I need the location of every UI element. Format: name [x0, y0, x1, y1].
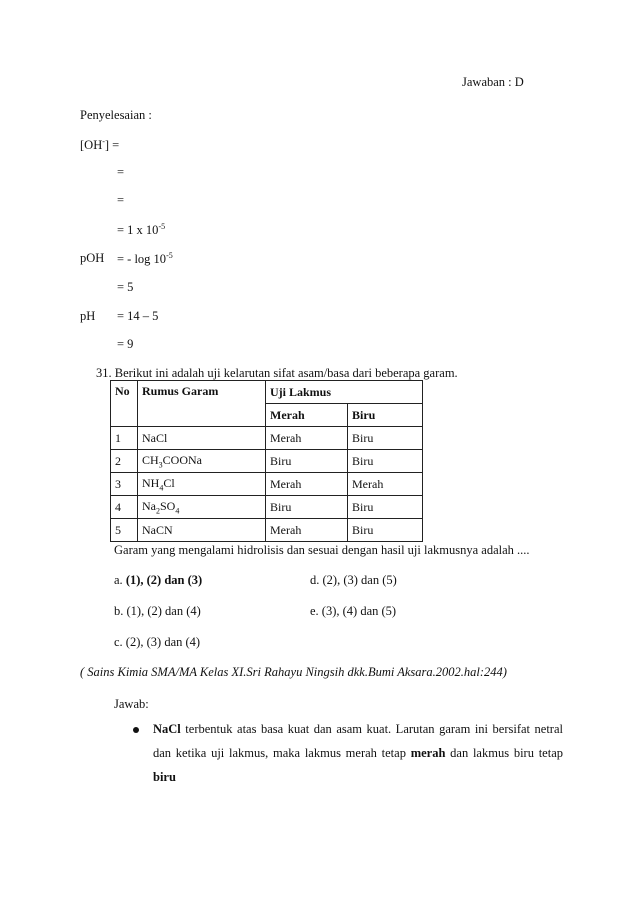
cell-biru: Biru — [348, 496, 423, 519]
question-text: 31. Berikut ini adalah uji kelarutan sifat asam/basa dari beberapa garam. — [96, 366, 458, 380]
poh-text: = - log 10 — [117, 252, 167, 267]
jawab-label: Jawab: — [114, 697, 149, 711]
eq-line-2: = — [117, 193, 125, 207]
eq3-sup: -5 — [158, 222, 166, 231]
cell-rumus — [138, 450, 266, 473]
rumus-part: Cl — [163, 475, 175, 490]
oh-end: ] = — [104, 138, 120, 153]
poh-eq — [117, 251, 173, 267]
rumus-sub: 4 — [175, 506, 180, 516]
cell-merah: Biru — [266, 496, 348, 519]
poh-label: pOH — [80, 251, 105, 265]
ph-value: = 9 — [117, 337, 134, 351]
answer-label: Jawaban : D — [462, 75, 524, 89]
bullet-bold-salt: NaCl — [153, 722, 181, 736]
cell-merah: Merah — [266, 427, 348, 450]
eq-line-1: = — [117, 165, 125, 179]
oh-text: [OH — [80, 138, 103, 153]
table-row — [111, 427, 423, 450]
cell-biru: Biru — [348, 427, 423, 450]
eq3-text: = 1 x 10 — [117, 223, 159, 238]
rumus-part: SO — [160, 498, 176, 513]
rumus-part: Na — [142, 498, 156, 513]
table-row — [111, 496, 423, 519]
cell-biru: Merah — [348, 473, 423, 496]
cell-rumus: NaCN — [138, 519, 266, 542]
bullet-text-2: dan lakmus biru tetap — [445, 746, 563, 760]
question-prompt: Garam yang mengalami hidrolisis dan sesuai dengan hasil uji lakmusnya adalah .... — [114, 543, 530, 557]
cell-no: 5 — [111, 519, 138, 542]
cell-no: 1 — [111, 427, 138, 450]
rumus-sub: 4 — [159, 483, 164, 493]
litmus-table — [110, 380, 423, 542]
option-a — [114, 573, 202, 588]
option-a-letter: a. — [114, 573, 126, 587]
col-no-header: No — [111, 381, 138, 427]
option-b: b. (1), (2) dan (4) — [114, 604, 201, 618]
col-biru-header: Biru — [348, 404, 423, 427]
rumus-part: CH — [142, 452, 159, 467]
cell-merah: Merah — [266, 473, 348, 496]
poh-value: = 5 — [117, 280, 134, 294]
source-citation: ( Sains Kimia SMA/MA Kelas XI.Sri Rahayu Ningsih dkk.Bumi Aksara.2002.hal:244) — [80, 665, 507, 679]
cell-merah: Merah — [266, 519, 348, 542]
rumus-part: NH — [142, 475, 160, 490]
bullet-bold-merah: merah — [410, 746, 446, 760]
option-d: d. (2), (3) dan (5) — [310, 573, 397, 587]
table-row — [111, 450, 423, 473]
oh-line — [80, 137, 119, 153]
cell-no: 2 — [111, 450, 138, 473]
cell-rumus: NaCl — [138, 427, 266, 450]
option-e: e. (3), (4) dan (5) — [310, 604, 397, 618]
oh-sup: - — [102, 137, 105, 146]
cell-no: 4 — [111, 496, 138, 519]
ph-label: pH — [80, 309, 96, 323]
table-row — [111, 473, 423, 496]
bullet-icon — [133, 727, 139, 733]
solution-label: Penyelesaian : — [80, 108, 152, 122]
option-a-text: (1), (2) dan (3) — [125, 573, 203, 587]
bullet-text-1: terbentuk atas basa kuat dan asam kuat. Larutan garam ini bersifat netral dan ketika uji lakmus, maka lakmus merah tetap — [153, 722, 563, 760]
cell-rumus — [138, 473, 266, 496]
option-c: c. (2), (3) dan (4) — [114, 635, 201, 649]
rumus-sub: 3 — [158, 460, 163, 470]
bullet-paragraph — [153, 717, 563, 789]
col-rumus-header: Rumus Garam — [138, 381, 266, 427]
cell-merah: Biru — [266, 450, 348, 473]
eq-line-3 — [117, 222, 165, 238]
rumus-part: COONa — [162, 452, 202, 467]
cell-biru: Biru — [348, 450, 423, 473]
cell-biru: Biru — [348, 519, 423, 542]
col-merah-header: Merah — [266, 404, 348, 427]
rumus-sub: 2 — [156, 506, 160, 516]
ph-eq: = 14 – 5 — [117, 309, 159, 323]
poh-sup: -5 — [166, 251, 173, 260]
table-row — [111, 519, 423, 542]
cell-no: 3 — [111, 473, 138, 496]
col-uji-header: Uji Lakmus — [266, 381, 423, 404]
cell-rumus — [138, 496, 266, 519]
bullet-bold-biru: biru — [153, 770, 176, 784]
